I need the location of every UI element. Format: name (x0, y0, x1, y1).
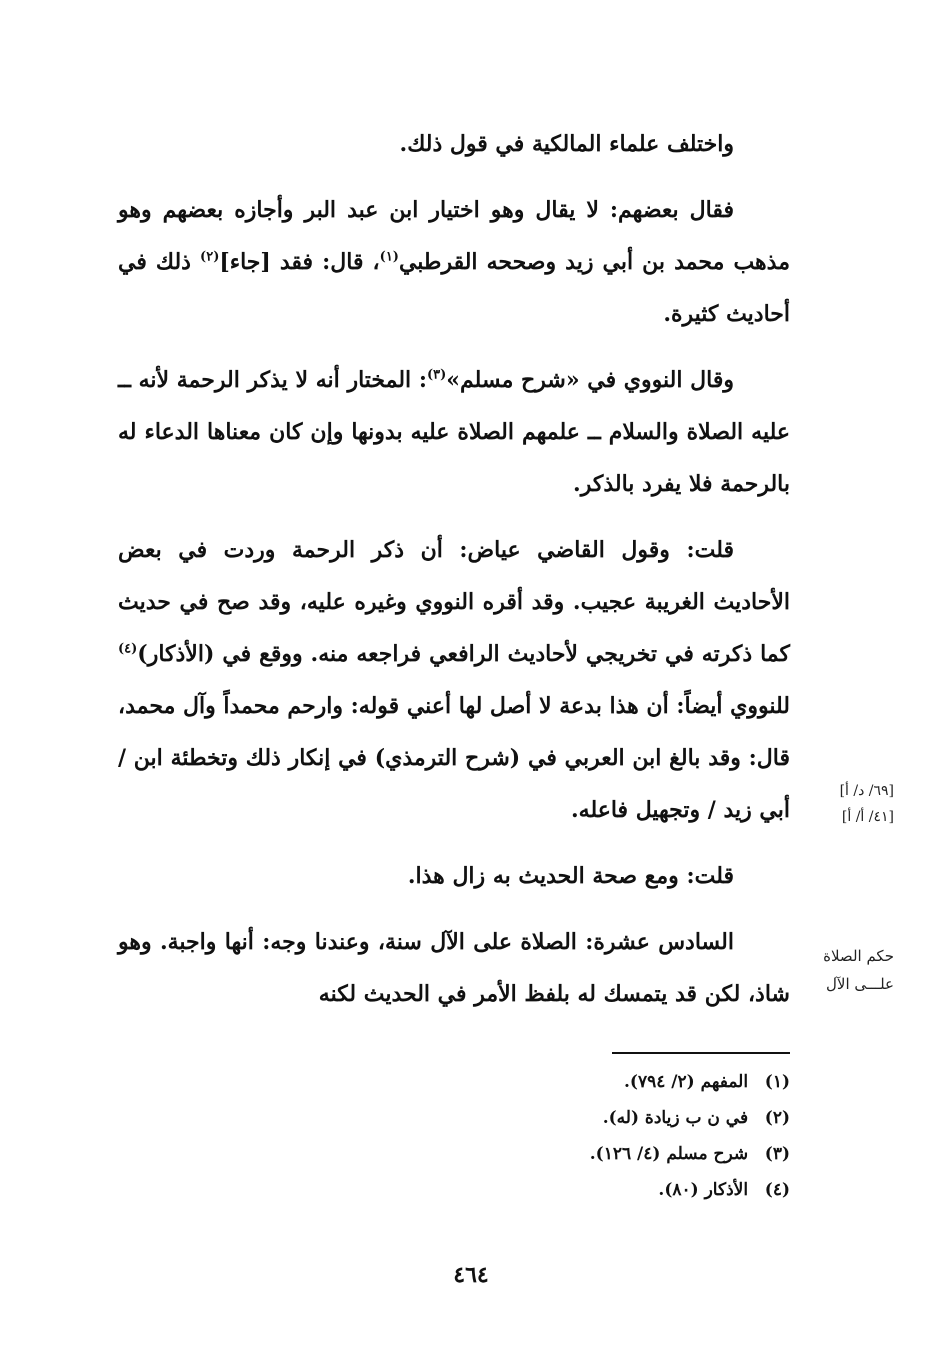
paragraph-5 (118, 850, 790, 902)
paragraph-6-lead: السادس عشرة: (585, 929, 734, 955)
paragraph-2-text-1: فقال بعضهم: لا يقال وهو اختيار ابن عبد البر وأجازه بعضهم وهو مذهب محمد بن أبي زيد وصححه القرطبي (118, 197, 790, 275)
paragraph-4 (118, 524, 790, 836)
footnotes (400, 1064, 790, 1208)
main-text (118, 118, 790, 1020)
footnote-2 (400, 1100, 790, 1136)
paragraph-3 (118, 354, 790, 510)
paragraph-2-text-2: ، قال: فقد [جاء] (219, 249, 380, 275)
side-heading (814, 942, 894, 998)
footnote-4-number: (٤) (764, 1180, 790, 1200)
manuscript-refs (814, 778, 894, 830)
footnote-3 (400, 1136, 790, 1172)
manuscript-ref-1: [٦٩/ د/ أ] (839, 783, 894, 799)
footnote-ref-2[interactable]: (٢) (200, 249, 220, 265)
footnote-separator (612, 1052, 790, 1054)
footnote-1-number: (١) (764, 1072, 790, 1092)
paragraph-1-text: واختلف علماء المالكية في قول ذلك. (399, 131, 734, 157)
paragraph-4-lead: قلت: (686, 537, 734, 563)
paragraph-5-text: ومع صحة الحديث به زال هذا. (407, 863, 687, 889)
page-number: ٤٦٤ (453, 1262, 489, 1288)
footnote-2-text: في ن ب زيادة (له). (602, 1108, 749, 1128)
manuscript-ref-2: [٤١/ أ/ أ] (841, 809, 894, 825)
footnote-2-number: (٢) (764, 1108, 790, 1128)
side-heading-line-2: علـــى الآل (826, 975, 894, 993)
paragraph-1 (118, 118, 790, 170)
footnote-4 (400, 1172, 790, 1208)
paragraph-6 (118, 916, 790, 1020)
paragraph-6-text: الصلاة على الآل سنة، وعندنا وجه: أنها واجبة. وهو شاذ، لكن قد يتمسك له بلفظ الأمر في الحديث لكنه (118, 929, 790, 1007)
paragraph-3-text-2: : المختار أنه لا يذكر الرحمة لأنه ــ عليه الصلاة والسلام ــ علمهم الصلاة عليه بدونها وإن كان معناها الدعاء له بالرحمة فلا يفرد بالذكر. (118, 367, 790, 497)
side-heading-line-1: حكم الصلاة (823, 947, 894, 965)
footnote-3-text: شرح مسلم (٤/ ١٢٦). (589, 1144, 749, 1164)
paragraph-2-text-3: ذلك في أحاديث كثيرة. (118, 249, 790, 327)
paragraph-4-text-2: للنووي أيضاً: أن هذا بدعة لا أصل لها أعني قوله: وارحم محمداً وآل محمد، قال: وقد بالغ ابن العربي في (شرح الترمذي) في إنكار ذلك وتخطئة ابن / أبي زيد / وتجهيل فاعله. (118, 693, 790, 823)
footnote-1-text: المفهم (٢/ ٧٩٤). (623, 1072, 749, 1092)
footnote-1 (400, 1064, 790, 1100)
paragraph-5-lead: قلت: (686, 863, 734, 889)
footnote-ref-4[interactable]: (٤) (118, 641, 138, 657)
paragraph-3-text-1: وقال النووي في «شرح مسلم» (446, 367, 734, 393)
paragraph-2 (118, 184, 790, 340)
footnote-ref-1[interactable]: (١) (379, 249, 399, 265)
footnote-4-text: الأذكار (٨٠). (658, 1180, 749, 1200)
paragraph-4-text-1: وقول القاضي عياض: أن ذكر الرحمة وردت في بعض الأحاديث الغريبة عجيب. وقد أقره النووي وغيره عليه، وقد صح في حديث كما ذكرته في تخريجي لأحاديث الرافعي فراجعه منه. ووقع في (الأذكار) (118, 537, 790, 667)
footnote-3-number: (٣) (764, 1144, 790, 1164)
footnote-ref-3[interactable]: (٣) (426, 367, 447, 383)
